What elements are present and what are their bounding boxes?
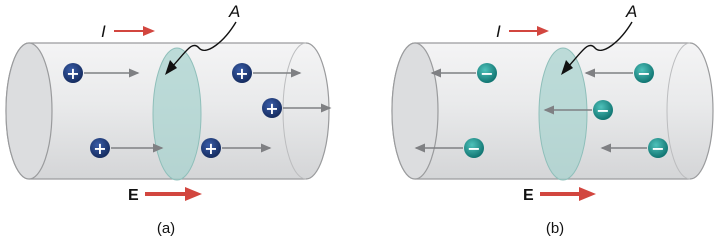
field-label-b: E bbox=[523, 187, 534, 204]
charge-a-2 bbox=[232, 63, 252, 83]
field-arrow-a bbox=[145, 187, 202, 201]
charge-b-3 bbox=[593, 100, 613, 120]
charge-sign: − bbox=[651, 139, 665, 158]
charge-b-4 bbox=[464, 138, 484, 158]
charge-sign: + bbox=[235, 64, 249, 83]
charge-b-1 bbox=[477, 63, 497, 83]
field-arrow-b bbox=[540, 187, 596, 201]
charge-sign: − bbox=[596, 101, 610, 120]
charge-a-3 bbox=[262, 98, 282, 118]
charge-sign: + bbox=[265, 99, 279, 118]
caption-b: (b) bbox=[545, 220, 565, 237]
charge-sign: + bbox=[204, 139, 218, 158]
charge-a-4 bbox=[90, 138, 110, 158]
panel-a bbox=[6, 2, 330, 237]
current-label-a: I bbox=[101, 22, 106, 41]
charge-sign: − bbox=[480, 64, 494, 83]
cross-section-area-a bbox=[153, 48, 201, 180]
charge-b-2 bbox=[634, 63, 654, 83]
caption-a: (a) bbox=[156, 220, 176, 237]
current-arrow-b bbox=[509, 26, 549, 36]
panel-b bbox=[392, 2, 713, 237]
area-label-b: A bbox=[626, 2, 638, 21]
charge-b-5 bbox=[648, 138, 668, 158]
charge-a-5 bbox=[201, 138, 221, 158]
charge-sign: − bbox=[467, 139, 481, 158]
charge-a-1 bbox=[63, 63, 83, 83]
area-label-a: A bbox=[229, 2, 241, 21]
current-label-b: I bbox=[496, 22, 501, 41]
charge-sign: + bbox=[66, 64, 80, 83]
charge-sign: − bbox=[637, 64, 651, 83]
charge-sign: + bbox=[93, 139, 107, 158]
cross-section-area-b bbox=[539, 48, 587, 180]
field-label-a: E bbox=[128, 187, 139, 204]
current-arrow-a bbox=[114, 26, 155, 36]
